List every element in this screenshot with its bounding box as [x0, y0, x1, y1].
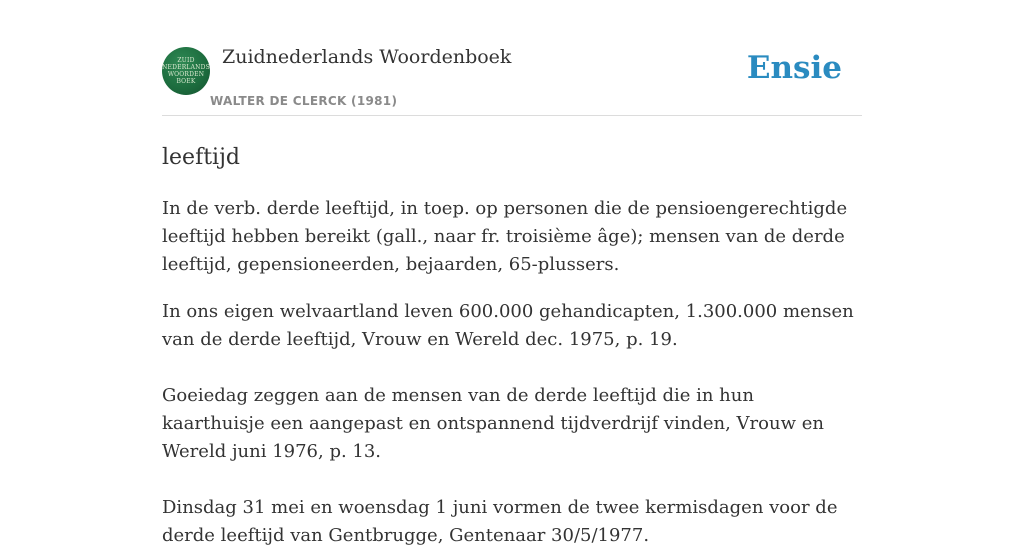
page [162, 0, 862, 550]
book-author: WALTER DE CLERCK (1981) [210, 94, 398, 108]
book-cover-logo[interactable] [162, 47, 210, 95]
entry-quote: Dinsdag 31 mei en woensdag 1 juni vormen de twee kermisdagen voor de derde leeftijd van Gentbrugge, Gentenaar 30/5/1977. [162, 497, 838, 546]
logo-line: ZUID [177, 57, 195, 64]
logo-line: BOEK [176, 78, 196, 85]
entry-definition: In de verb. derde leeftijd, in toep. op personen die de pensioengerechtigde leeftijd hebben bereikt (gall., naar fr. troisième âge); mensen van de derde leeftijd, gepensioneerden, bejaarden, 65-plussers. [162, 198, 848, 275]
logo-line: NEDERLANDS [162, 64, 210, 71]
logo-line: WOORDEN [167, 71, 205, 78]
entry-title: leeftijd [162, 145, 240, 170]
entry-quote: Goeiedag zeggen aan de mensen van de derde leeftijd die in hun kaarthuisje een aangepast en ontspannend tijdverdrijf vinden, Vrouw en Wereld juni 1976, p. 13. [162, 385, 824, 462]
book-title-link[interactable]: Zuidnederlands Woordenboek [222, 46, 512, 68]
header [162, 0, 862, 116]
ensie-logo-link[interactable]: Ensie [746, 50, 842, 86]
entry-quote: In ons eigen welvaartland leven 600.000 gehandicapten, 1.300.000 mensen van de derde leeftijd, Vrouw en Wereld dec. 1975, p. 19. [162, 301, 854, 350]
